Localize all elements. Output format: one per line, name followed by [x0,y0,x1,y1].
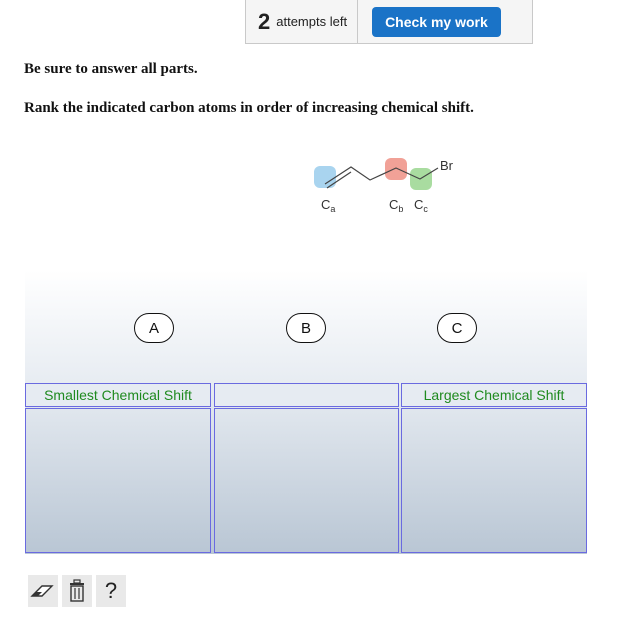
drop-zone-largest[interactable] [401,408,587,553]
attempts-label: attempts left [276,14,348,29]
trash-icon [67,579,87,603]
column-header-middle [214,383,399,407]
column-header-largest: Largest Chemical Shift [401,383,587,407]
attempts-count: 2 [258,8,271,34]
instruction-line-1: Be sure to answer all parts. [24,61,198,77]
choice-chip-a[interactable]: A [134,313,174,343]
attempts-toolbar [245,0,533,44]
carbon-a-label: $C_a$ [321,197,336,214]
column-header-smallest: Smallest Chemical Shift [25,383,211,407]
check-my-work-button[interactable]: Check my work [372,7,501,37]
trash-button[interactable] [62,575,92,607]
attempts-indicator [246,0,358,43]
answer-tools [28,575,130,607]
molecule-structure [300,150,480,225]
carbon-c-label: $C_c$ [414,197,428,214]
help-button[interactable]: ? [96,575,126,607]
question-text: Rank the indicated carbon atoms in order of increasing chemical shift. [24,100,474,116]
drop-zone-smallest[interactable] [25,408,211,553]
eraser-button[interactable] [28,575,58,607]
carbon-b-label: $C_b$ [389,197,404,214]
drop-zone-middle[interactable] [214,408,399,553]
eraser-icon [30,582,56,600]
choice-chip-c[interactable]: C [437,313,477,343]
carbon-b-highlight [385,158,407,180]
bromine-label: Br [440,158,453,173]
choice-chip-b[interactable]: B [286,313,326,343]
